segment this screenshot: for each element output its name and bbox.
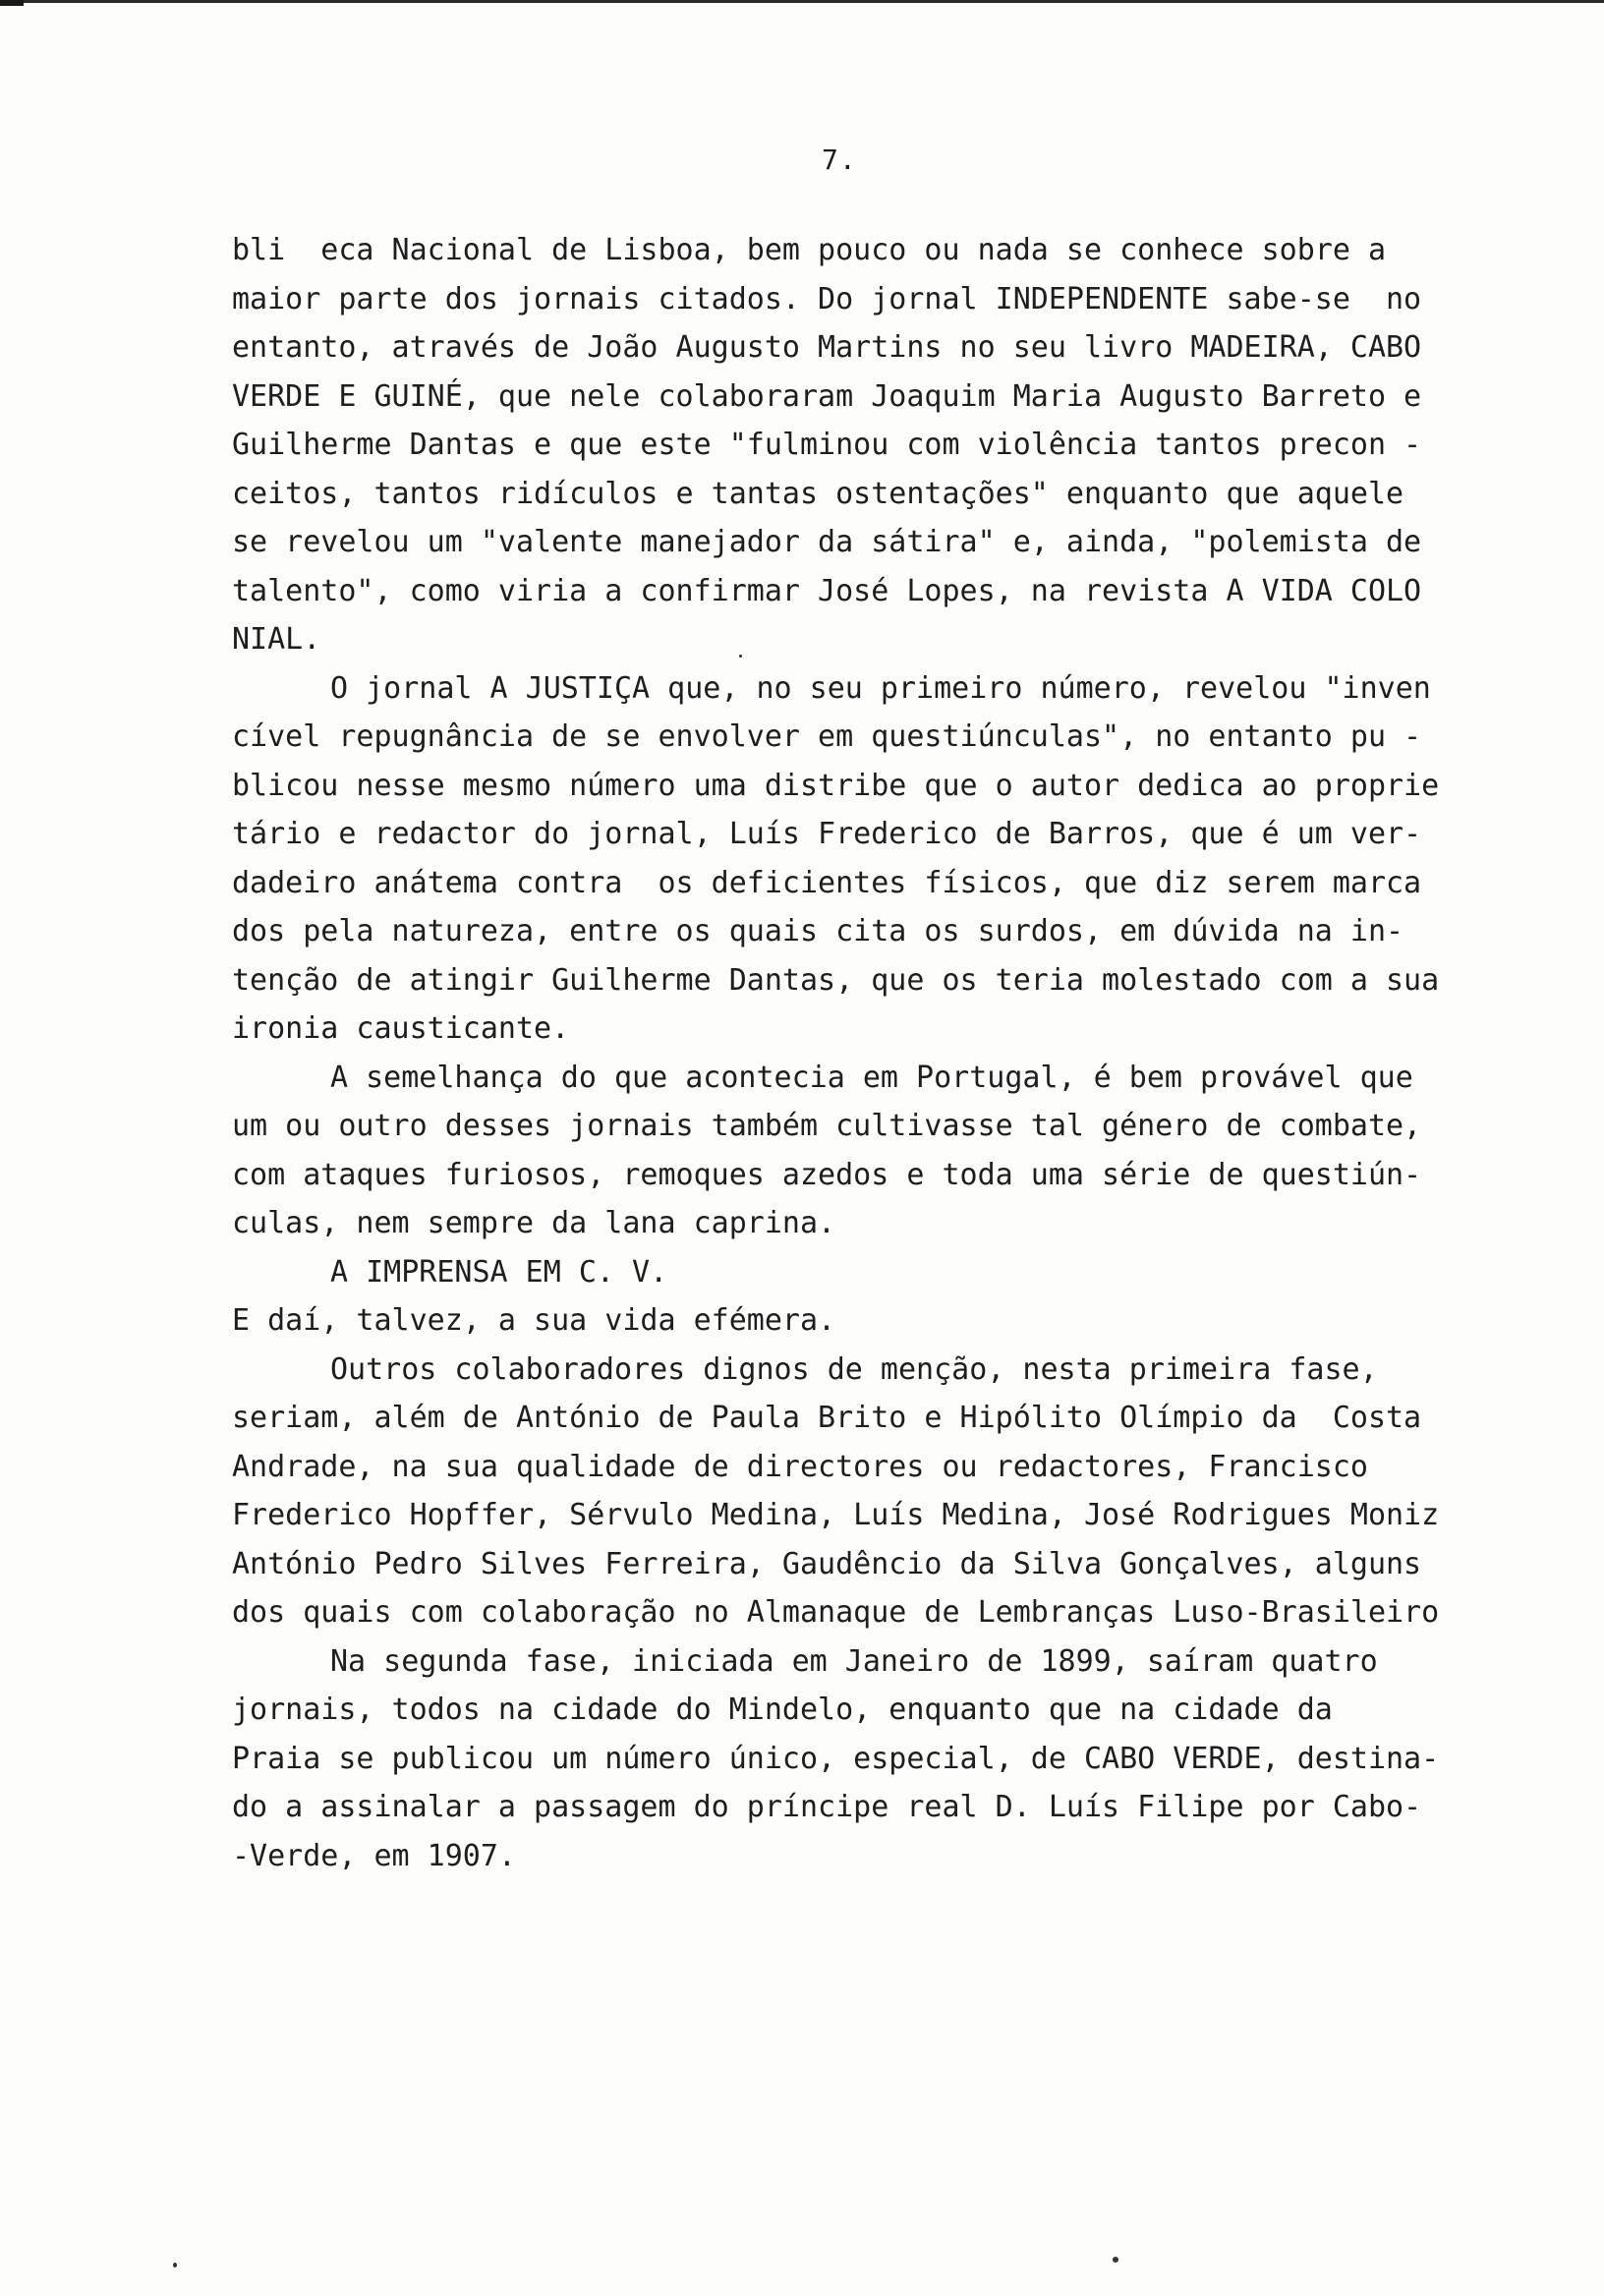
scan-speck: [173, 2263, 177, 2267]
text-line: seriam, além de António de Paula Brito e Hipólito Olímpio da Costa: [232, 1401, 1422, 1435]
text-line: António Pedro Silves Ferreira, Gaudêncio da Silva Gonçalves, alguns: [232, 1546, 1422, 1581]
text-line: um ou outro desses jornais também cultivasse tal género de combate,: [232, 1109, 1422, 1143]
text-line: dos quais com colaboração no Almanaque de Lembranças Luso-Brasileiro: [232, 1595, 1440, 1630]
text-line: Guilherme Dantas e que este "fulminou com violência tantos precon -: [232, 428, 1422, 462]
text-line: dos pela natureza, entre os quais cita os surdos, em dúvida na in-: [232, 914, 1404, 948]
text-line: dadeiro anátema contra os deficientes físicos, que diz serem marca: [232, 865, 1422, 900]
text-line: A semelhança do que acontecia em Portugal, é bem provável que: [330, 1060, 1413, 1095]
text-line: do a assinalar a passagem do príncipe real D. Luís Filipe por Cabo-: [232, 1790, 1422, 1824]
scan-speck: [1113, 2257, 1118, 2263]
text-line: tenção de atingir Guilherme Dantas, que os teria molestado com a sua: [232, 962, 1440, 998]
text-line: Na segunda fase, iniciada em Janeiro de 1899, saíram quatro: [330, 1643, 1378, 1679]
text-line: ceitos, tantos ridículos e tantas ostentações" enquanto que aquele: [232, 476, 1404, 511]
text-line: Frederico Hopffer, Sérvulo Medina, Luís Medina, José Rodrigues Moniz: [232, 1498, 1440, 1532]
top-edge-rule: [0, 0, 1604, 3]
text-line: maior parte dos jornais citados. Do jornal INDEPENDENTE sabe-se no: [232, 281, 1422, 316]
text-line: blicou nesse mesmo número uma distribe que o autor dedica ao proprie: [232, 768, 1440, 803]
text-line: Praia se publicou um número único, especial, de CABO VERDE, destina-: [232, 1741, 1440, 1776]
text-line: talento", como viria a confirmar José Lopes, na revista A VIDA COLO: [232, 573, 1422, 608]
text-line: tário e redactor do jornal, Luís Frederico de Barros, que é um ver-: [232, 817, 1422, 851]
text-line: E daí, talvez, a sua vida efémera.: [232, 1303, 836, 1338]
text-line: culas, nem sempre da lana caprina.: [232, 1206, 836, 1240]
text-line: bli eca Nacional de Lisboa, bem pouco ou nada se conhece sobre a: [232, 233, 1386, 267]
text-line: Outros colaboradores dignos de menção, nesta primeira fase,: [330, 1351, 1378, 1387]
top-edge-corner-mark: [0, 0, 24, 6]
text-line: entanto, através de João Augusto Martins no seu livro MADEIRA, CABO: [232, 330, 1422, 365]
text-line: A IMPRENSA EM C. V.: [330, 1254, 668, 1290]
scan-speck: [739, 655, 742, 658]
text-line: cível repugnância de se envolver em questiúnculas", no entanto pu -: [232, 719, 1422, 754]
body-text: [232, 226, 1569, 1880]
text-line: se revelou um "valente manejador da sátira" e, ainda, "polemista de: [232, 525, 1422, 559]
text-line: VERDE E GUINÉ, que nele colaboraram Joaquim Maria Augusto Barreto e: [232, 378, 1422, 414]
text-line: -Verde, em 1907.: [232, 1838, 516, 1873]
text-line: jornais, todos na cidade do Mindelo, enquanto que na cidade da: [232, 1693, 1333, 1727]
text-line: Andrade, na sua qualidade de directores ou redactores, Francisco: [232, 1449, 1368, 1484]
text-line: ironia causticante.: [232, 1011, 570, 1046]
text-line: O jornal A JUSTIÇA que, no seu primeiro número, revelou "inven: [330, 670, 1431, 706]
page-number: 7.: [822, 144, 857, 176]
text-line: com ataques furiosos, remoques azedos e toda uma série de questiún-: [232, 1157, 1422, 1192]
text-line: NIAL.: [232, 622, 321, 657]
